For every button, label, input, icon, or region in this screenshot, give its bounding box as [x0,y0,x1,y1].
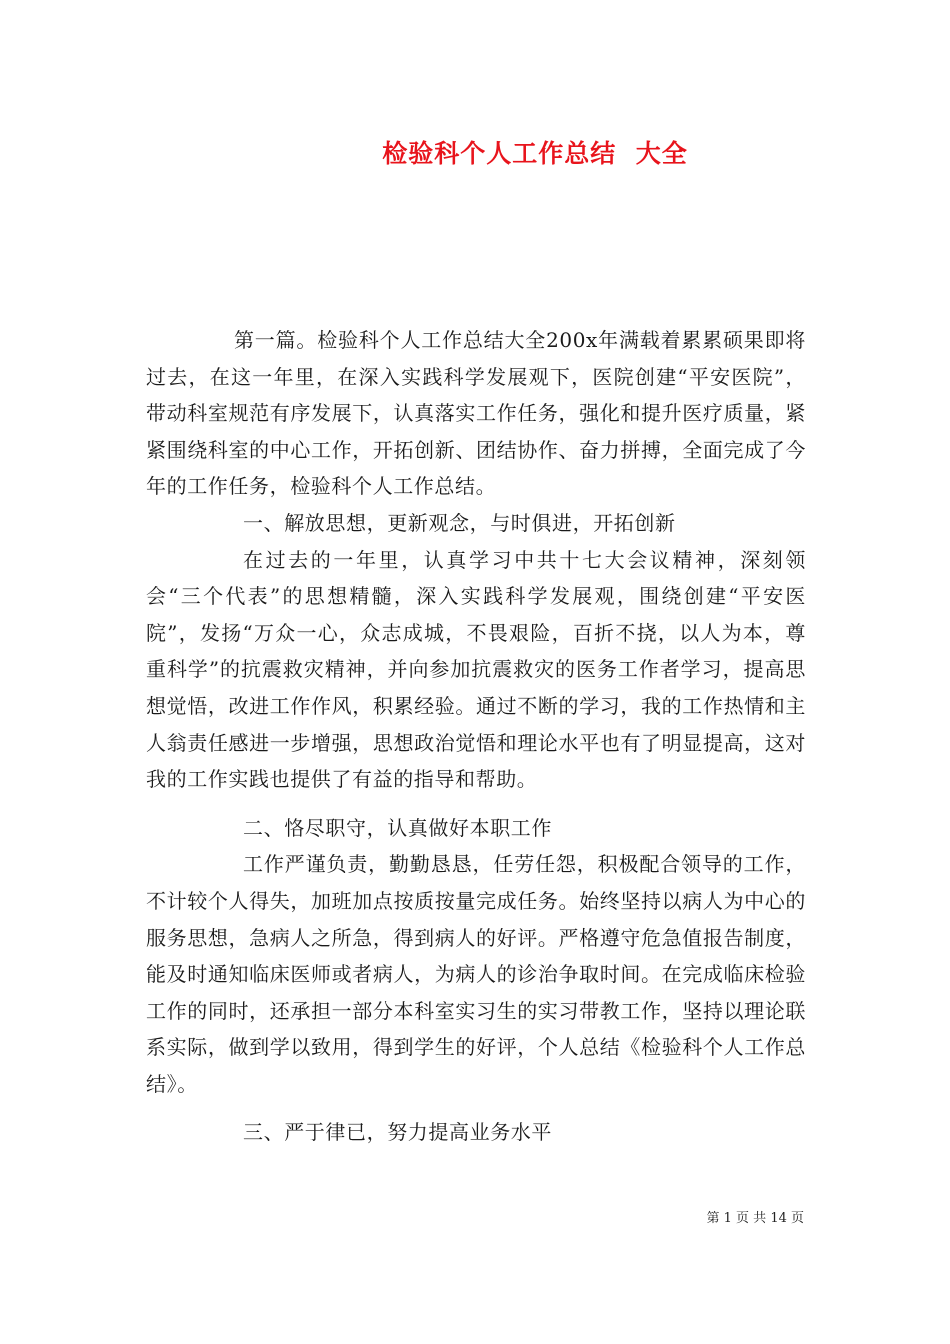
page-title: 检验科个人工作总结 大全 [382,139,688,168]
section-heading-3: 三、严于律已，努力提高业务水平 [243,1120,552,1145]
document-body [146,322,806,1151]
paragraph-intro: 第一篇。检验科个人工作总结大全200x年满载着累累硕果即将过去，在这一年里，在深入实践科学发展观下，医院创建“平安医院”，带动科室规范有序发展下，认真落实工作任务，强化和提升医疗质量，紧紧围绕科室的中心工作，开拓创新、团结协作、奋力拼搏，全面完成了今年的工作任务，检验科个人工作总结。 [146,328,806,499]
section-heading-2: 二、恪尽职守，认真做好本职工作 [243,815,552,840]
section-heading-1: 一、解放思想，更新观念，与时俱进，开拓创新 [243,510,676,535]
paragraph-section-1: 在过去的一年里，认真学习中共十七大会议精神，深刻领会“三个代表”的思想精髓，深入实践科学发展观，围绕创建“平安医院”，发扬“万众一心，众志成城，不畏艰险，百折不挠，以人为本，尊重科学”的抗震救灾精神，并向参加抗震救灾的医务工作者学习，提高思想觉悟，改进工作作风，积累经验。通过不断的学习，我的工作热情和主人翁责任感进一步增强，思想政治觉悟和理论水平也有了明显提高，这对我的工作实践也提供了有益的指导和帮助。 [146,547,806,792]
paragraph-section-2: 工作严谨负责，勤勤恳恳，任劳任怨，积极配合领导的工作，不计较个人得失，加班加点按质按量完成任务。始终坚持以病人为中心的服务思想，急病人之所急，得到病人的好评。严格遵守危急值报告制度，能及时通知临床医师或者病人，为病人的诊治争取时间。在完成临床检验工作的同时，还承担一部分本科室实习生的实习带教工作，坚持以理论联系实际，做到学以致用，得到学生的好评，个人总结《检验科个人工作总结》。 [146,852,806,1096]
page-number-footer: 第 1 页 共 14 页 [706,1211,804,1226]
